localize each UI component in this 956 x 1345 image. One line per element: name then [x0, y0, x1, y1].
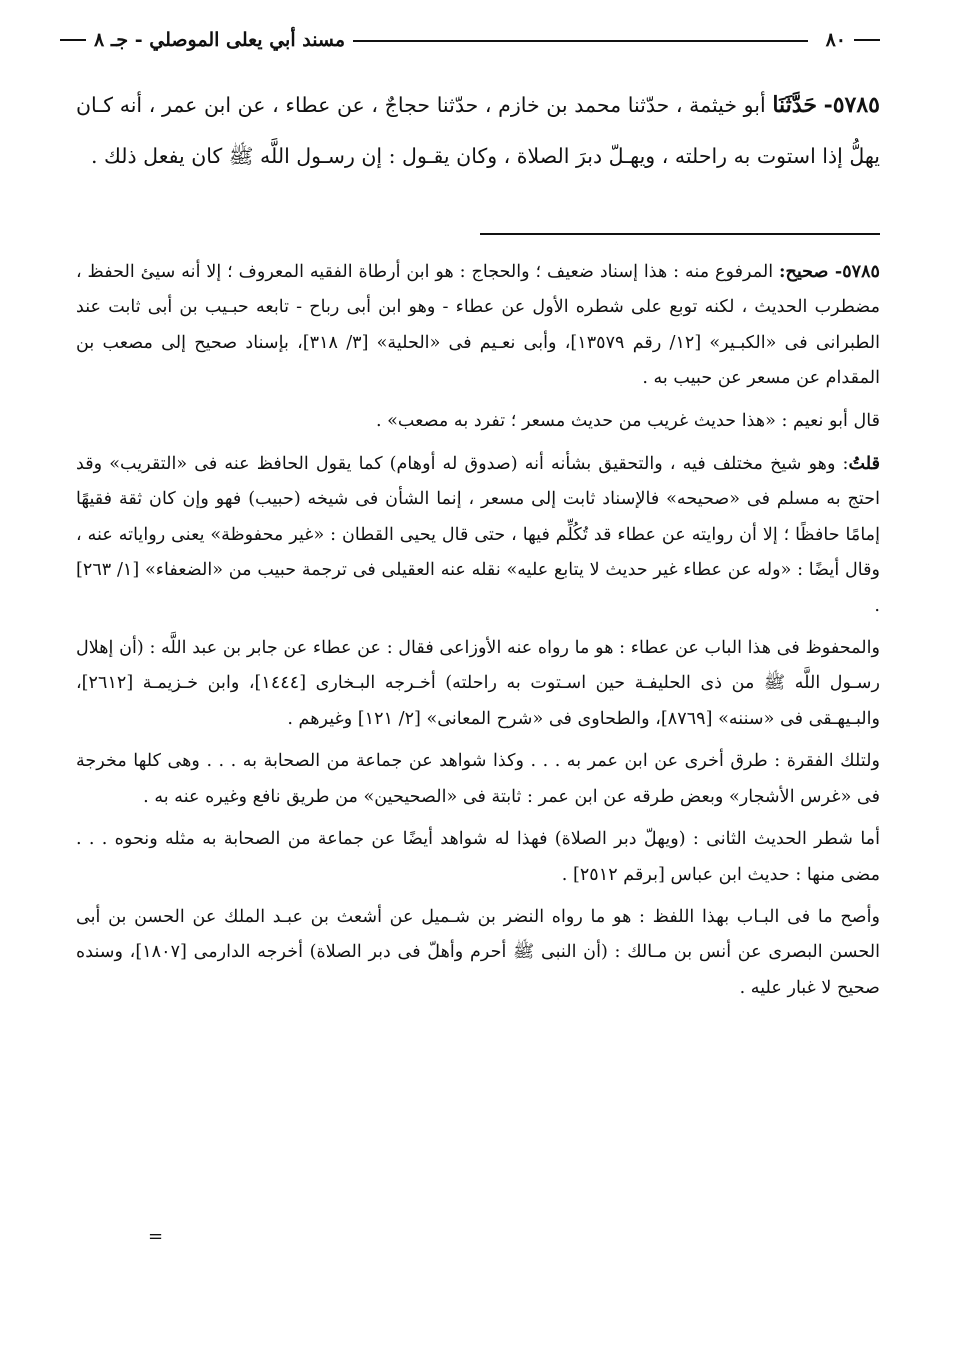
commentary-block [76, 254, 880, 1013]
commentary-paragraph [76, 446, 880, 624]
commentary-paragraph: أما شطر الحديث الثانى : (ويهلّ دبر الصلاة) فهذا له شواهد أيضًا عن جماعة من الصحابة به مثله ونحوه . . . مضى منها : حديث ابن عباس [برقم ٢٥١٢] . [76, 829, 880, 885]
commentary-text: : وهو شيخ مختلف فيه ، والتحقيق بشأنه أنه (صدوق له أوهام) كما يقول الحافظ عنه فى «التقريب» وقد احتج به مسلم فى «صحيحه» فالإسناد ثابت إلى مسعر ، إنما الشأن فى شيخه (حبيب) فهو وإن كان ثقة فقيهًا إمامًا حافظًا ؛ إلا أن روايته عن عطاء قد تُكُلِّم فيها ، حتى قال يحيى القطان : «غير محفوظة» يعنى رواياته عنه ، وقال أيضًا : «وله عن عطاء غير حديث لا يتابع عليه» نقله عنه العقيلى فى ترجمة حبيب من «الضعفاء» [١/ ٢٦٣] . [76, 454, 880, 616]
header-dash [60, 39, 86, 41]
commentary-paragraph: وأصح ما فى البـاب بهذا اللفظ : هو ما رواه النضر بن شـميل عن أشعث بن عبـد الملك عن الحسن بن أبى الحسن البصرى عن أنس بن مـالك : (أن النبى ﷺ أحرم وأهلّ فى دبر الصلاة) أخرجه الدارمى [١٨٠٧]، وسنده صحيح لا غبار عليه . [76, 906, 880, 998]
running-head [60, 22, 880, 58]
hadith-body: أبو خيثمة ، حدّثنا محمد بن خازم ، حدّثنا حجاجٌ ، عن عطاء ، عن ابن عمر ، أنه كـان يهلُّ إذا استوت به راحلته ، ويهـلّ دبرَ الصلاة ، وكان يقـول : إن رسـول اللَّه ﷺ كان يفعل ذلك . [76, 93, 880, 168]
footnote-separator [480, 233, 880, 235]
commentary-paragraph [76, 254, 880, 397]
commentary-paragraph: قال أبو نعيم : «هذا حديث غريب من حديث مسعر ؛ تفرد به مصعب» . [375, 410, 880, 431]
commentary-paragraph: ولتلك الفقرة : طرق أخرى عن ابن عمر به . . . وكذا شواهد عن جماعة من الصحابة به . . . وهى كلها مخرجة فى «غرس الأشجار» وبعض طرقه عن ابن عمر : ثابتة فى «الصحيحين» من طريق نافع وغيره عنه به . [76, 751, 880, 807]
author-label: قلتُ [848, 453, 880, 475]
hadith-text-block [76, 80, 880, 182]
hadith-number: ٥٧٨٥- [823, 92, 880, 118]
hadith-lead: حَدَّثَنَا [772, 92, 817, 118]
header-dash [854, 39, 880, 41]
grading-label: ٥٧٨٥- صحيح: [779, 261, 881, 282]
header-rule [353, 40, 808, 42]
continuation-mark: = [148, 1226, 164, 1247]
header-title-group [60, 29, 808, 51]
commentary-text: المرفوع منه : هذا إسناد ضعيف ؛ والحجاج : هو ابن أرطاة الفقيه المعروف ؛ إلا أنه سيئ الحفظ ، مضطرب الحديث ، لكنه توبع على شطره الأول عن عطاء - وهو ابن أبى رباح - تابعه حبـيب بن أبى ثابت عند الطبرانى فى «الكبـير» [١٢/ رقم ١٣٥٧٩]، وأبى نعـيم فى «الحلية» [٣/ ٣١٨]، بإسناد صحيح إلى مصعب بن المقدام عن مسعر عن حبيب به . [76, 262, 880, 389]
book-title: مسند أبي يعلى الموصلي - جـ ٨ [94, 29, 346, 51]
commentary-paragraph: والمحفوظ فى هذا الباب عن عطاء : هو ما رواه عنه الأوزاعى فقال : عن عطاء عن جابر بن عبد اللَّه : (أن إهلال رسـول اللَّه ﷺ من ذى الحليفـة حين اسـتوت به راحلته) أخـرجه البـخارى [١٤٤٤]، وابن خـزيمـة [٢٦١٢]، والبـيهـقى فى «سننه» [٨٧٦٩]، والطحاوى فى «شرح المعانى» [٢/ ١٢١] وغيرهم . [76, 638, 880, 729]
page-number: ٨٠ [825, 29, 846, 51]
page-number-group [826, 29, 880, 51]
